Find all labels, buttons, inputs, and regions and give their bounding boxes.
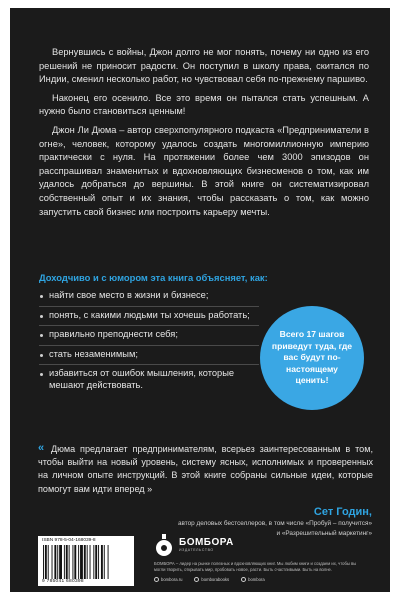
quote-mark: « (38, 442, 45, 454)
social-link (194, 577, 229, 582)
author-name: Сет Годин, (313, 506, 372, 518)
list-heading: Доходчиво и с юмором эта книга объясняет, как: (39, 272, 268, 283)
publisher-description: БОМБОРА – лидер на рынке полезных и вдохновляющих книг. Мы любим книги и создаем их, чтобы вы могли творить, открывать мир, пробовать новое, расти. Быть счастливыми. Быть на волне. (154, 561, 357, 572)
promo-badge (260, 306, 364, 410)
publisher-logo (154, 533, 374, 557)
social-label: bombora (248, 577, 265, 583)
vk-icon (194, 577, 199, 582)
barcode (38, 536, 134, 586)
publisher-name: БОМБОРА (179, 537, 234, 548)
intro-paragraph: Наконец его осенило. Все это время он пытался стать успешным. А нужно было становиться ценным! (39, 92, 369, 117)
benefits-list (39, 287, 259, 395)
promo-badge-text: Всего 17 шагов приведут туда, где вас будут по-настоящему ценить! (271, 329, 353, 386)
intro-text (39, 46, 369, 224)
social-link (241, 577, 265, 582)
list-item: стать незаменимым; (39, 346, 259, 366)
list-item: правильно преподнести себя; (39, 326, 259, 346)
list-item: найти свое место в жизни и бизнесе; (39, 287, 259, 307)
isbn-number: ISBN 978-5-04-168039-8 (42, 538, 96, 543)
globe-icon (154, 577, 159, 582)
intro-paragraph: Джон Ли Дюма – автор сверхпопулярного подкаста «Предприниматели в огне», человек, которому удалось создать многомиллионную империю практически с нуля. На протяжении более чем 3000 эпизодов он расспрашивал знаменитых и вдохновляющих бизнесменов о том, как им удалось добраться до вершины. В этой книге он систематизировал собственный опыт и их знания, чтобы рассказать о том, как можно запустить свой бизнес или построить карьеру мечты. (39, 124, 369, 217)
book-back-cover (10, 8, 390, 592)
endorsement-quote (38, 443, 373, 496)
list-item: понять, с какими людьми ты хочешь работать; (39, 307, 259, 327)
social-links (154, 577, 374, 582)
publisher-subtitle: ИЗДАТЕЛЬСТВО (179, 548, 214, 552)
barcode-digits: 9 785041 680398 (42, 579, 84, 584)
social-label: bombora.ru (161, 577, 183, 583)
list-item: избавиться от ошибок мышления, которые мешают действовать. (39, 365, 259, 395)
instagram-icon (241, 577, 246, 582)
quote-text: Дюма предлагает предпринимателям, всерьез заинтересованным в том, чтобы выйти на новый уровень, систему ясных, исполнимых и проверенных на личном опыте инструкций. В этой книге собраны сильные идеи, которые помогут вам идти вперед » (38, 444, 373, 494)
bomb-logo-icon (154, 533, 174, 557)
publisher-block (154, 533, 374, 582)
intro-paragraph: Вернувшись с войны, Джон долго не мог понять, почему ни одно из его решений не приносит радости. Он поступил в школу права, скитался по Индии, сменил несколько работ, но чувствовал себя по-прежнему паршиво. (39, 47, 369, 85)
social-label: bomborabooks (201, 577, 230, 583)
author-description: и «Разрешительный маркетинг» (276, 530, 372, 537)
author-description: автор деловых бестселлеров, в том числе «Пробуй – получится» (177, 520, 372, 527)
barcode-icon (42, 545, 130, 579)
social-link (154, 577, 182, 582)
